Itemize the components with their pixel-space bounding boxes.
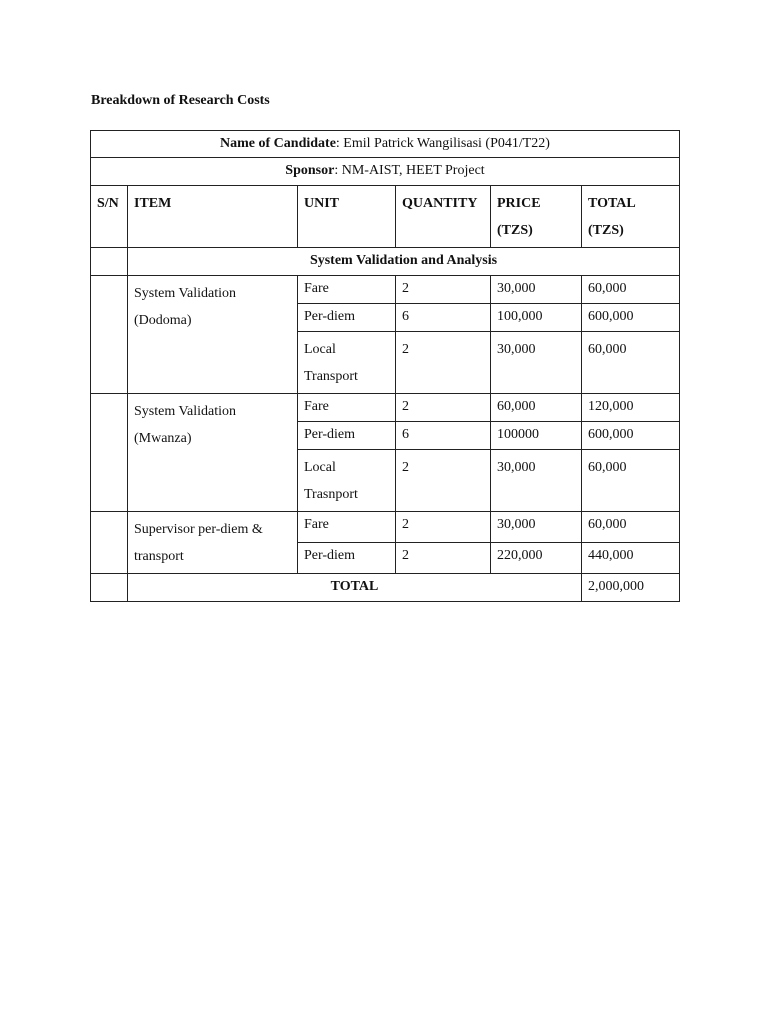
header-price: PRICE (TZS) (491, 186, 582, 248)
sn-cell (91, 512, 128, 574)
unit-cell: Fare (298, 276, 396, 304)
header-total: TOTAL (TZS) (582, 186, 680, 248)
sponsor-row (91, 158, 680, 186)
total-cell: 600,000 (582, 422, 680, 450)
item-cell: System Validation (Dodoma) (128, 276, 298, 394)
table-row (91, 512, 680, 543)
total-cell: 600,000 (582, 304, 680, 332)
candidate-label: Name of Candidate (220, 136, 336, 151)
table-row (91, 276, 680, 304)
unit-cell: Local Trasnport (298, 450, 396, 512)
quantity-cell: 2 (396, 394, 491, 422)
section-row (91, 248, 680, 276)
quantity-cell: 6 (396, 422, 491, 450)
total-label: TOTAL (128, 574, 582, 602)
total-sn-cell (91, 574, 128, 602)
quantity-cell: 2 (396, 543, 491, 574)
header-row (91, 186, 680, 248)
quantity-cell: 2 (396, 450, 491, 512)
header-quantity: QUANTITY (396, 186, 491, 248)
section-sn-cell (91, 248, 128, 276)
section-title: System Validation and Analysis (128, 248, 680, 276)
price-cell: 30,000 (491, 332, 582, 394)
unit-cell: Per-diem (298, 543, 396, 574)
total-cell: 60,000 (582, 512, 680, 543)
sponsor-cell (91, 158, 680, 186)
price-cell: 100000 (491, 422, 582, 450)
unit-cell: Local Transport (298, 332, 396, 394)
research-costs-table (90, 130, 680, 602)
unit-cell: Per-diem (298, 304, 396, 332)
candidate-row (91, 131, 680, 158)
item-cell: System Validation (Mwanza) (128, 394, 298, 512)
quantity-cell: 2 (396, 512, 491, 543)
price-cell: 100,000 (491, 304, 582, 332)
price-cell: 30,000 (491, 450, 582, 512)
quantity-cell: 2 (396, 276, 491, 304)
price-cell: 30,000 (491, 276, 582, 304)
price-cell: 220,000 (491, 543, 582, 574)
sponsor-label: Sponsor (285, 163, 335, 178)
unit-cell: Fare (298, 512, 396, 543)
sponsor-value: : NM-AIST, HEET Project (334, 163, 485, 178)
unit-cell: Fare (298, 394, 396, 422)
unit-cell: Per-diem (298, 422, 396, 450)
document-title: Breakdown of Research Costs (91, 93, 270, 108)
candidate-value: : Emil Patrick Wangilisasi (P041/T22) (335, 136, 550, 151)
header-item: ITEM (128, 186, 298, 248)
price-cell: 60,000 (491, 394, 582, 422)
total-cell: 60,000 (582, 276, 680, 304)
table-row (91, 394, 680, 422)
candidate-cell (91, 131, 680, 158)
total-cell: 60,000 (582, 332, 680, 394)
sn-cell (91, 394, 128, 512)
total-cell: 60,000 (582, 450, 680, 512)
quantity-cell: 6 (396, 304, 491, 332)
sn-cell (91, 276, 128, 394)
total-row (91, 574, 680, 602)
header-sn: S/N (91, 186, 128, 248)
total-value: 2,000,000 (582, 574, 680, 602)
total-cell: 120,000 (582, 394, 680, 422)
quantity-cell: 2 (396, 332, 491, 394)
item-cell: Supervisor per-diem & transport (128, 512, 298, 574)
total-cell: 440,000 (582, 543, 680, 574)
header-unit: UNIT (298, 186, 396, 248)
price-cell: 30,000 (491, 512, 582, 543)
